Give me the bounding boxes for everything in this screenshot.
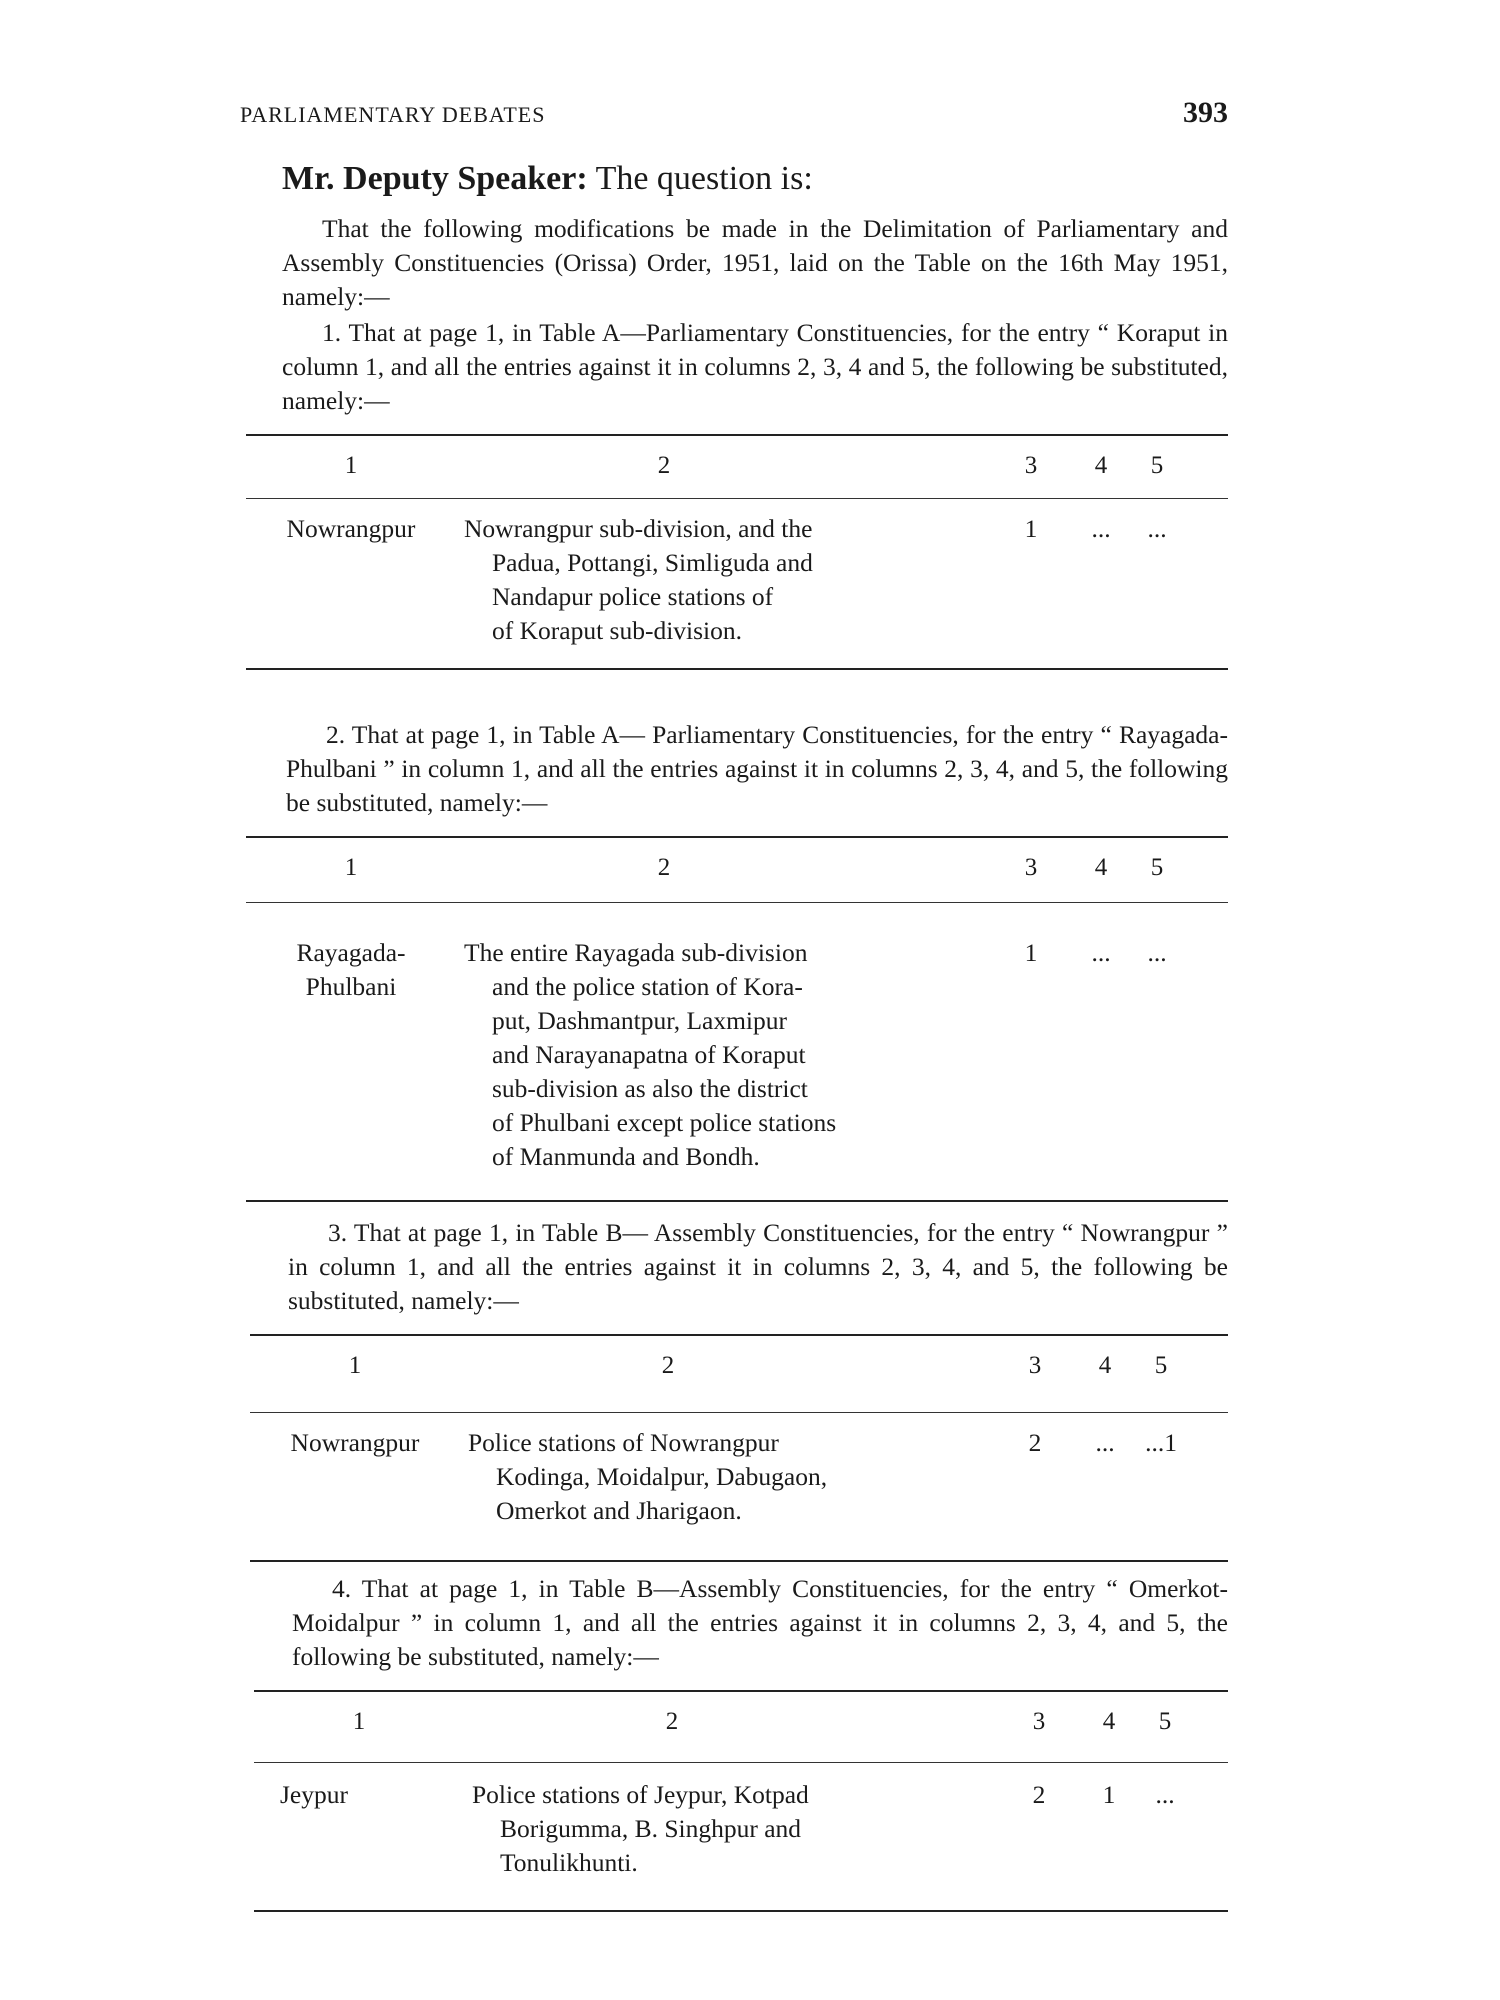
- constituency-extent: [464, 512, 934, 648]
- col-header-3: 3: [1032, 1708, 1046, 1735]
- col-3-value: 1: [1024, 514, 1038, 543]
- col-header-2: 2: [665, 1708, 679, 1735]
- speaker-line: [282, 160, 813, 198]
- col-header-1: 1: [348, 1352, 362, 1379]
- amendment-paragraph-2: 2. That at page 1, in Table A— Parliamentary Constituencies, for the entry “ Rayagada-Phulbani ” in column 1, and all the entries against it in columns 2, 3, 4, and 5, the following be substituted, namely:—: [286, 720, 1228, 817]
- table-header: [250, 1334, 1228, 1394]
- col-3-value: 2: [1028, 1428, 1042, 1457]
- extent-line: Nandapur police stations of: [492, 582, 774, 611]
- col-header-3: 3: [1028, 1352, 1042, 1379]
- extent-line: and the police station of Kora-: [492, 972, 803, 1001]
- constituency-name: [246, 936, 456, 1004]
- table-header: [246, 836, 1228, 896]
- extent-line: sub-division as also the district: [492, 1074, 808, 1103]
- extent-line: Borigumma, B. Singhpur and: [500, 1814, 802, 1843]
- constituency-extent: [472, 1778, 942, 1880]
- constituency-name: Nowrangpur: [286, 514, 416, 543]
- col-5-value: ...: [1147, 514, 1167, 543]
- intro-paragraph: That the following modifications be made in the Delimitation of Parliamentary and Assembly Constituencies (Orissa) Order, 1951, laid on the Table on the 16th May 1951, namely:—: [282, 214, 1228, 311]
- extent-line: Nowrangpur sub-division, and the: [464, 514, 813, 543]
- extent-line: Tonulikhunti.: [500, 1848, 638, 1877]
- speaker-text: The question is:: [595, 160, 813, 197]
- page-header: [240, 96, 1228, 136]
- amendment-table-4: [254, 1690, 1228, 1914]
- col-header-5: 5: [1158, 1708, 1172, 1735]
- extent-line: Police stations of Jeypur, Kotpad: [472, 1780, 809, 1809]
- extent-line: The entire Rayagada sub-division: [464, 938, 808, 967]
- extent-line: of Koraput sub-division.: [492, 616, 743, 645]
- col-header-4: 4: [1094, 452, 1108, 479]
- amendment-table-1: [246, 434, 1228, 672]
- col-header-3: 3: [1024, 854, 1038, 881]
- extent-line: put, Dashmantpur, Laxmipur: [492, 1006, 788, 1035]
- running-title: PARLIAMENTARY DEBATES: [240, 102, 546, 127]
- col-4-value: ...: [1091, 514, 1111, 543]
- col-header-5: 5: [1154, 1352, 1168, 1379]
- col-header-4: 4: [1098, 1352, 1112, 1379]
- constituency-name: Jeypur: [280, 1780, 348, 1809]
- extent-line: Kodinga, Moidalpur, Dabugaon,: [496, 1462, 828, 1491]
- extent-line: Padua, Pottangi, Simliguda and: [492, 548, 813, 577]
- amendment-table-2: [246, 836, 1228, 1204]
- col-3-value: 2: [1032, 1780, 1046, 1809]
- constituency-name: Nowrangpur: [290, 1428, 420, 1457]
- col-header-1: 1: [352, 1708, 366, 1735]
- col-header-1: 1: [344, 452, 358, 479]
- col-header-2: 2: [657, 452, 671, 479]
- col-header-3: 3: [1024, 452, 1038, 479]
- table-header: [254, 1690, 1228, 1750]
- extent-line: Omerkot and Jharigaon.: [496, 1496, 742, 1525]
- name-line: Rayagada-: [296, 938, 406, 967]
- extent-line: and Narayanapatna of Koraput: [492, 1040, 806, 1069]
- amendment-table-3: [250, 1334, 1228, 1564]
- col-5-value: ...: [1155, 1780, 1175, 1809]
- col-4-value: 1: [1102, 1780, 1116, 1809]
- col-4-value: ...: [1095, 1428, 1115, 1457]
- col-5-value: ...1: [1145, 1428, 1177, 1457]
- col-header-5: 5: [1150, 854, 1164, 881]
- col-header-4: 4: [1102, 1708, 1116, 1735]
- page-number: 393: [1183, 96, 1228, 129]
- col-header-2: 2: [661, 1352, 675, 1379]
- col-header-4: 4: [1094, 854, 1108, 881]
- amendment-paragraph-3: 3. That at page 1, in Table B— Assembly Constituencies, for the entry “ Nowrangpur ” in column 1, and all the entries against it in columns 2, 3, 4, and 5, the following be substituted, namely:—: [288, 1218, 1228, 1315]
- amendment-paragraph-4: 4. That at page 1, in Table B—Assembly Constituencies, for the entry “ Omerkot-Moidalpur ” in column 1, and all the entries against it in columns 2, 3, 4, and 5, the following be substituted, namely:—: [292, 1574, 1228, 1671]
- extent-line: Police stations of Nowrangpur: [468, 1428, 779, 1457]
- constituency-extent: [468, 1426, 938, 1528]
- name-line: Phulbani: [305, 972, 397, 1001]
- constituency-extent: [464, 936, 934, 1174]
- col-header-2: 2: [657, 854, 671, 881]
- col-header-1: 1: [344, 854, 358, 881]
- col-4-value: ...: [1091, 938, 1111, 967]
- col-5-value: ...: [1147, 938, 1167, 967]
- extent-line: of Phulbani except police stations: [492, 1108, 837, 1137]
- speaker-name: Mr. Deputy Speaker:: [282, 160, 588, 197]
- table-header: [246, 434, 1228, 494]
- col-header-5: 5: [1150, 452, 1164, 479]
- col-3-value: 1: [1024, 938, 1038, 967]
- extent-line: of Manmunda and Bondh.: [492, 1142, 760, 1171]
- amendment-paragraph-1: 1. That at page 1, in Table A—Parliamentary Constituencies, for the entry “ Koraput in column 1, and all the entries against it in columns 2, 3, 4 and 5, the following be substituted, namely:—: [282, 318, 1228, 415]
